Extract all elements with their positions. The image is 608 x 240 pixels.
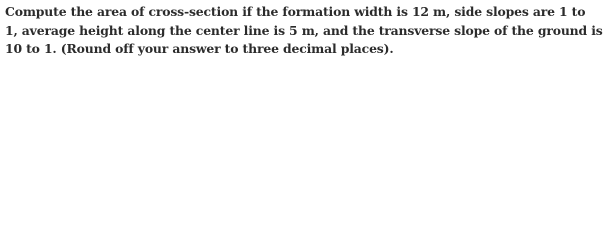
question-line-1: Compute the area of cross-section if the formation width is 12 m, side slopes are 1 to bbox=[5, 4, 586, 19]
question-line-3: 10 to 1. (Round off your answer to three decimal places). bbox=[5, 41, 394, 56]
question-text bbox=[5, 3, 605, 59]
question-line-2: 1, average height along the center line is 5 m, and the transverse slope of the ground is bbox=[5, 22, 603, 38]
